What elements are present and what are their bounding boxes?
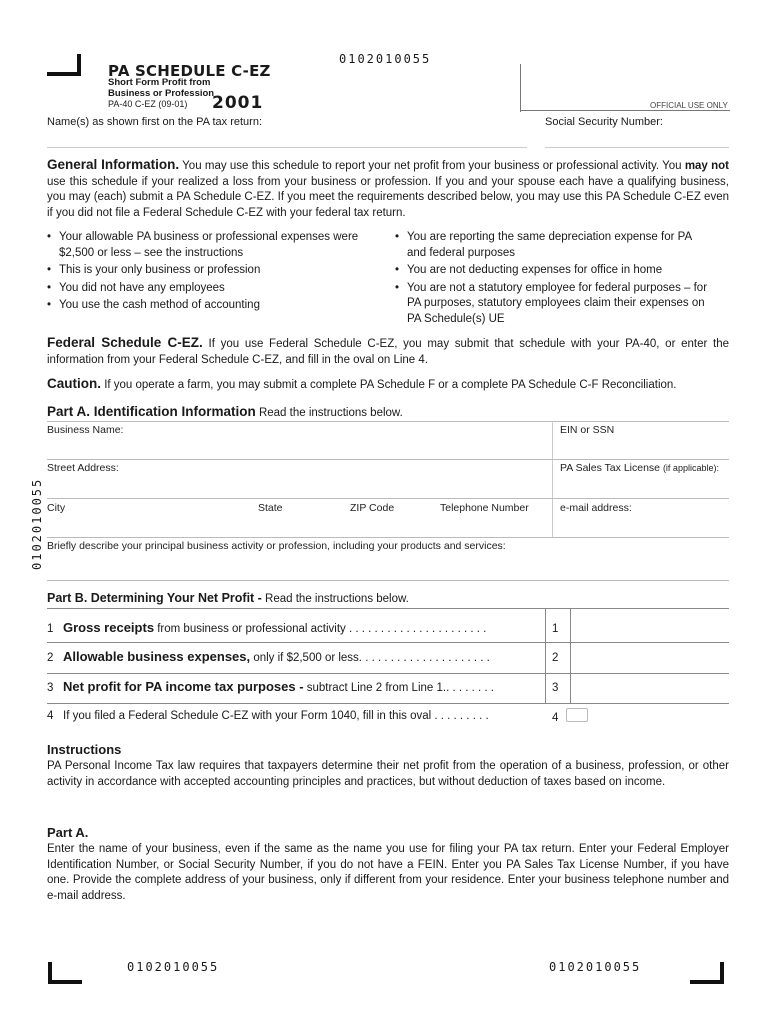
part-a-divider — [552, 421, 553, 537]
taxpayer-name-field[interactable] — [47, 128, 527, 148]
requirement-item: • You use the cash method of accounting — [47, 298, 369, 314]
zip-field[interactable] — [350, 515, 435, 536]
business-activity-label: Briefly describe your principal business activity or profession, including your products and services: — [47, 540, 506, 552]
federal-heading: Federal Schedule C-EZ. — [47, 335, 203, 350]
tax-year: 2001 — [212, 93, 264, 113]
city-label: City — [47, 502, 66, 514]
part-b-heading — [47, 590, 409, 607]
part-b-title: Part B. Determining Your Net Profit - — [47, 591, 262, 605]
line-4-number: 4 — [47, 710, 54, 722]
caution-heading: Caution. — [47, 376, 101, 391]
part-b-note: Read the instructions below. — [261, 593, 409, 605]
line-2-number: 2 — [47, 652, 54, 664]
line-2-row — [47, 649, 490, 666]
business-name-label: Business Name: — [47, 424, 124, 436]
ein-ssn-field[interactable] — [560, 436, 729, 458]
requirements-list-left — [47, 230, 369, 316]
federal-text: If you use Federal Schedule C-EZ, you may submit that schedule with your PA-40, or enter the information from your Federal Schedule C-EZ, and fill in the oval on Line 4. — [47, 338, 729, 366]
line-1-box-label: 1 — [552, 623, 559, 635]
caution-text: If you operate a farm, you may submit a complete PA Schedule F or a complete PA Schedule C-F Reconciliation. — [101, 379, 677, 391]
barcode-bottom-right: 0102010055 — [549, 960, 642, 974]
instructions-heading: Instructions — [47, 742, 122, 757]
requirement-item: • You are reporting the same depreciation expense for PA and federal purposes — [395, 230, 713, 261]
ein-ssn-label: EIN or SSN — [560, 424, 615, 436]
business-expenses-field[interactable] — [572, 645, 729, 671]
line-3-number: 3 — [47, 682, 54, 694]
header-divider — [520, 64, 521, 112]
part-b-rule-2 — [47, 673, 729, 674]
line-2-text: only if $2,500 or less. . . . . . . . . . . . . . . . . . . . . — [250, 652, 490, 664]
part-a-rule-top — [47, 421, 729, 422]
part-a-note: Read the instructions below. — [255, 407, 403, 419]
instructions-text: PA Personal Income Tax law requires that taxpayers determine their net profit from the operation of a business, profession, or other activity in accordance with accepted accounting principles and practices, but without deduction of taxes based on income. — [47, 760, 729, 788]
amount-col-left — [570, 608, 571, 704]
part-a-instructions-text: Enter the name of your business, even if the same as the name you use for filing your PA tax return. Enter your Federal Employer Identification Number, or Social Security Number, if you do not have a FEIN. Enter you PA Sales Tax License Number, if you have one. Provide the complete address of your business, only if different from your residence. Enter your business telephone number and e-mail address. — [47, 843, 729, 902]
part-a-title: Part A. Identification Information — [47, 404, 256, 419]
barcode-side: 0102010055 — [30, 477, 44, 570]
official-use-label: OFFICIAL USE ONLY — [650, 101, 728, 110]
line-1-row — [47, 620, 486, 637]
part-a-heading — [47, 403, 403, 421]
part-b-rule-3 — [47, 703, 729, 704]
sales-tax-note: (if applicable): — [662, 463, 719, 473]
part-a-rule-2 — [47, 459, 729, 460]
part-a-rule-4 — [47, 537, 729, 538]
ssn-field[interactable] — [545, 128, 729, 148]
caution-note — [47, 376, 729, 394]
requirement-item: • You are not a statutory employee for federal purposes – for PA purposes, statutory employees claim their expenses on PA Schedule(s) UE — [395, 281, 713, 328]
barcode-top: 0102010055 — [339, 52, 432, 66]
taxpayer-name-label: Name(s) as shown first on the PA tax return: — [47, 116, 262, 128]
telephone-label: Telephone Number — [440, 502, 529, 514]
general-heading: General Information. — [47, 157, 180, 172]
requirements-list-right — [395, 230, 713, 329]
part-b-rule-1 — [47, 642, 729, 643]
form-subtitle: Short Form Profit from Business or Profession — [108, 77, 215, 99]
general-text-2: use this schedule if your realized a loss from your business or profession. If you and your spouse each have a qualifying business, you may (each) submit a PA Schedule C-EZ. If you meet the requirements described below, you may use this PA Schedule C-EZ even if you did not file a Federal Schedule C-EZ with your federal tax return. — [47, 175, 729, 219]
sales-tax-label — [560, 462, 719, 476]
line-3-title: Net profit for PA income tax purposes - — [63, 679, 304, 694]
email-label: e-mail address: — [560, 502, 632, 514]
sales-tax-field[interactable] — [560, 475, 729, 497]
line-1-text: from business or professional activity . . . . . . . . . . . . . . . . . . . . . . — [154, 623, 487, 635]
federal-schedule-note — [47, 335, 729, 368]
city-field[interactable] — [47, 515, 247, 536]
state-field[interactable] — [258, 515, 343, 536]
form-title: PA SCHEDULE C-EZ — [108, 62, 271, 80]
barcode-bottom-left: 0102010055 — [127, 960, 220, 974]
line-4-text: If you filed a Federal Schedule C-EZ with your Form 1040, fill in this oval . . . . . . . . . — [63, 710, 489, 722]
line-3-box-label: 3 — [552, 682, 559, 694]
general-may-not: may not — [684, 160, 729, 172]
street-address-field[interactable] — [47, 475, 547, 497]
zip-label: ZIP Code — [350, 502, 395, 514]
line-1-number: 1 — [47, 623, 54, 635]
line-3-text: subtract Line 2 from Line 1.. . . . . . . . — [303, 682, 495, 694]
line-3-row — [47, 679, 494, 696]
requirement-item: • You are not deducting expenses for office in home — [395, 263, 713, 279]
line-number-col-left — [545, 608, 546, 704]
federal-schedule-oval[interactable] — [566, 708, 588, 722]
part-a-rule-3 — [47, 498, 729, 499]
part-a-instructions-heading: Part A. — [47, 825, 89, 840]
general-information — [47, 157, 729, 221]
general-text-1: You may use this schedule to report your net profit from your business or professional activity. You — [179, 160, 685, 172]
part-a-rule-bottom — [47, 580, 729, 581]
corner-mark-bottom-right — [690, 962, 724, 984]
line-1-title: Gross receipts — [63, 620, 155, 635]
net-profit-field[interactable] — [572, 676, 729, 702]
business-name-field[interactable] — [47, 436, 547, 458]
corner-mark-top-left — [47, 54, 81, 76]
form-number: PA-40 C-EZ (09-01) — [108, 99, 188, 109]
requirement-item: • This is your only business or profession — [47, 263, 369, 279]
sales-tax-text: PA Sales Tax License — [560, 462, 661, 474]
state-label: State — [258, 502, 283, 514]
ssn-label: Social Security Number: — [545, 116, 663, 128]
requirement-item: • You did not have any employees — [47, 281, 369, 297]
line-2-title: Allowable business expenses, — [63, 649, 251, 664]
requirement-item: • Your allowable PA business or professional expenses were $2,500 or less – see the instructions — [47, 230, 369, 261]
street-address-label: Street Address: — [47, 462, 119, 474]
business-activity-field[interactable] — [47, 554, 729, 578]
line-4-row — [47, 709, 489, 724]
line-4-box-label: 4 — [552, 712, 559, 724]
telephone-field[interactable] — [440, 515, 548, 536]
corner-mark-bottom-left — [48, 962, 82, 984]
part-b-rule-top — [47, 608, 729, 609]
gross-receipts-field[interactable] — [572, 612, 729, 640]
line-2-box-label: 2 — [552, 652, 559, 664]
email-field[interactable] — [560, 515, 729, 536]
